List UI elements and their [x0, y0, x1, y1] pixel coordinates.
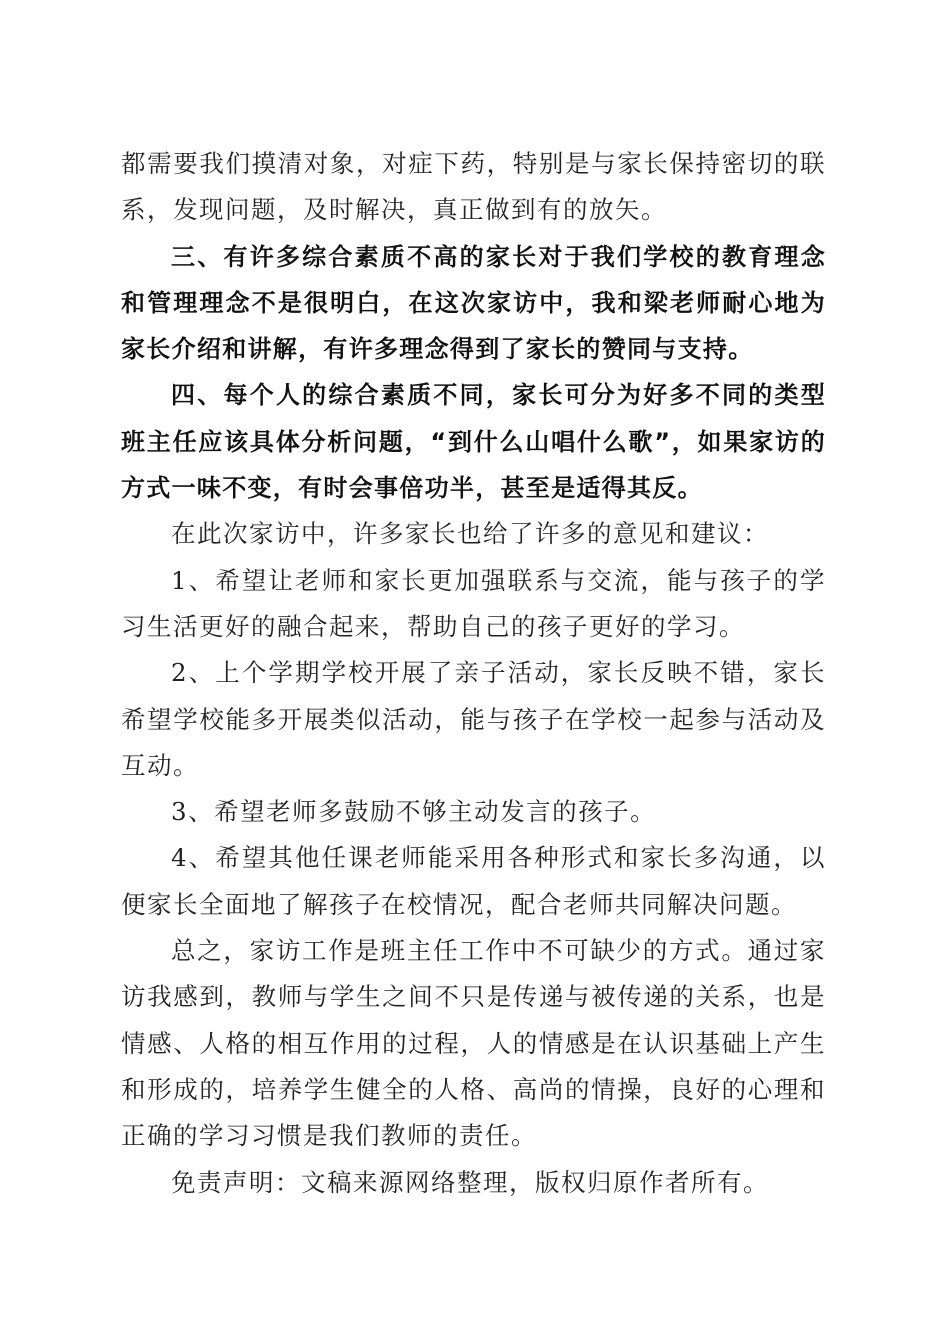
paragraph-point-four: 四、每个人的综合素质不同，家长可分为好多不同的类型班主任应该具体分析问题，“到什么山唱什么歌”，如果家访的方式一味不变，有时会事倍功半，甚至是适得其反。	[121, 381, 826, 503]
paragraph-conclusion: 总之，家访工作是班主任工作中不可缺少的方式。通过家访我感到，教师与学生之间不只是传递与被传递的关系，也是情感、人格的相互作用的过程，人的情感是在认识基础上产生和形成的，培养学生健全的人格、高尚的情操，良好的心理和正确的学习习惯是我们教师的责任。	[121, 936, 826, 1151]
paragraph-point-three: 三、有许多综合素质不高的家长对于我们学校的教育理念和管理理念不是很明白，在这次家访中，我和梁老师耐心地为家长介绍和讲解，有许多理念得到了家长的赞同与支持。	[121, 242, 826, 364]
suggestion-item-2: 2、上个学期学校开展了亲子活动，家长反映不错，家长希望学校能多开展类似活动，能与孩子在学校一起参与活动及互动。	[121, 658, 826, 780]
paragraph-continuation: 都需要我们摸清对象，对症下药，特别是与家长保持密切的联系，发现问题，及时解决，真正做到有的放矢。	[121, 149, 826, 225]
suggestion-item-1: 1、希望让老师和家长更加强联系与交流，能与孩子的学习生活更好的融合起来，帮助自己的孩子更好的学习。	[121, 565, 826, 641]
suggestion-item-4: 4、希望其他任课老师能采用各种形式和家长多沟通，以便家长全面地了解孩子在校情况，配合老师共同解决问题。	[121, 843, 826, 919]
suggestion-item-3: 3、希望老师多鼓励不够主动发言的孩子。	[171, 797, 657, 827]
paragraph-suggestions-intro: 在此次家访中，许多家长也给了许多的意见和建议：	[171, 519, 769, 549]
document-body	[121, 141, 826, 1206]
disclaimer: 免责声明：文稿来源网络整理，版权归原作者所有。	[171, 1167, 769, 1197]
